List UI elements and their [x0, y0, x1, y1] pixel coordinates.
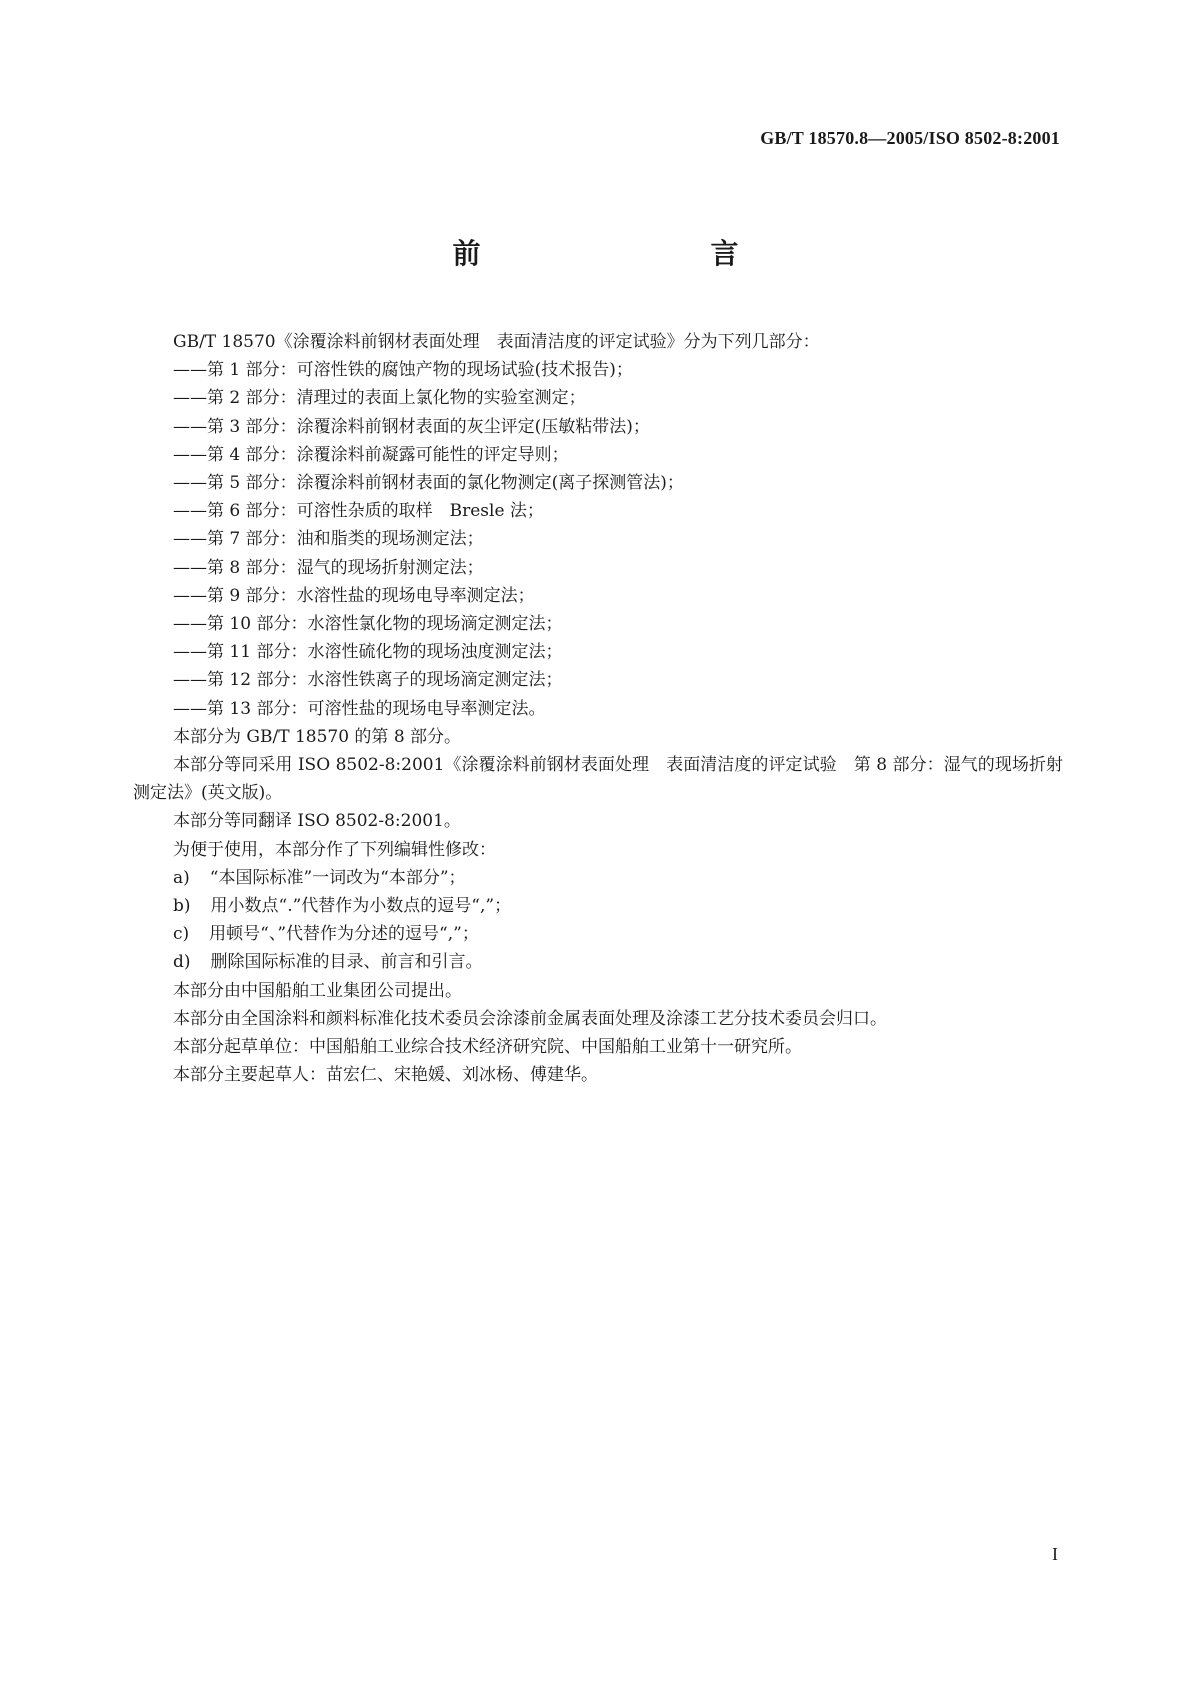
edit-text: 用小数点“.”代替作为小数点的逗号“,”；	[210, 896, 512, 917]
edit-item	[133, 920, 1063, 948]
part-list-item: ——第 7 部分：油和脂类的现场测定法；	[173, 529, 484, 550]
adoption-paragraph: 本部分等同采用 ISO 8502-8:2001《涂覆涂料前钢材表面处理 表面清洁度的评定试验 第 8 部分：湿气的现场折射测定法》(英文版)。	[133, 755, 1063, 804]
edit-item	[133, 892, 1063, 920]
drafting-units-paragraph: 本部分起草单位：中国船舶工业综合技术经济研究院、中国船舶工业第十一研究所。	[173, 1037, 802, 1058]
edit-item	[133, 948, 1063, 976]
committee-paragraph: 本部分由全国涂料和颜料标准化技术委员会涂漆前金属表面处理及涂漆工艺分技术委员会归口。	[173, 1008, 887, 1029]
document-body	[133, 328, 1063, 1089]
edit-text: “本国际标准”一词改为“本部分”；	[209, 867, 466, 888]
part-list-item: ——第 13 部分：可溶性盐的现场电导率测定法。	[173, 698, 546, 719]
part-list-item: ——第 5 部分：涂覆涂料前钢材表面的氯化物测定(离子探测管法)；	[173, 473, 684, 494]
part-list-item: ——第 12 部分：水溶性铁离子的现场滴定测定法；	[173, 670, 563, 691]
part-list-item: ——第 9 部分：水溶性盐的现场电导率测定法；	[173, 585, 535, 606]
part-list-item: ——第 6 部分：可溶性杂质的取样 Bresle 法；	[173, 501, 544, 522]
edit-marker: c)	[173, 924, 190, 945]
part-list-item: ——第 8 部分：湿气的现场折射测定法；	[173, 557, 484, 578]
drafters-paragraph: 本部分主要起草人：苗宏仁、宋艳媛、刘冰杨、傅建华。	[173, 1065, 598, 1086]
page-title: 前 言	[452, 237, 797, 270]
edit-marker: d)	[173, 952, 191, 973]
part-statement: 本部分为 GB/T 18570 的第 8 部分。	[173, 726, 462, 747]
edits-intro: 为便于使用，本部分作了下列编辑性修改：	[173, 839, 496, 860]
edit-marker: a)	[173, 867, 190, 888]
part-list-item: ——第 10 部分：水溶性氯化物的现场滴定测定法；	[173, 614, 563, 635]
edit-marker: b)	[173, 896, 191, 917]
intro-paragraph: GB/T 18570《涂覆涂料前钢材表面处理 表面清洁度的评定试验》分为下列几部分：	[173, 332, 820, 352]
standard-code: GB/T 18570.8—2005/ISO 8502-8:2001	[760, 128, 1060, 148]
edit-item	[133, 864, 1063, 892]
edit-text: 删除国际标准的目录、前言和引言。	[210, 952, 483, 973]
edit-text: 用顿号“、”代替作为分述的逗号“,”；	[209, 924, 479, 945]
page-number: I	[1052, 1544, 1058, 1564]
part-list-item: ——第 3 部分：涂覆涂料前钢材表面的灰尘评定(压敏粘带法)；	[173, 416, 650, 437]
part-list-item: ——第 1 部分：可溶性铁的腐蚀产物的现场试验(技术报告)；	[173, 360, 633, 381]
translation-paragraph: 本部分等同翻译 ISO 8502-8:2001。	[173, 811, 461, 832]
part-list-item: ——第 2 部分：清理过的表面上氯化物的实验室测定；	[173, 388, 586, 409]
part-list-item: ——第 11 部分：水溶性硫化物的现场浊度测定法；	[173, 642, 563, 663]
part-list-item: ——第 4 部分：涂覆涂料前凝露可能性的评定导则；	[173, 444, 569, 465]
proposer-paragraph: 本部分由中国船舶工业集团公司提出。	[173, 980, 462, 1001]
